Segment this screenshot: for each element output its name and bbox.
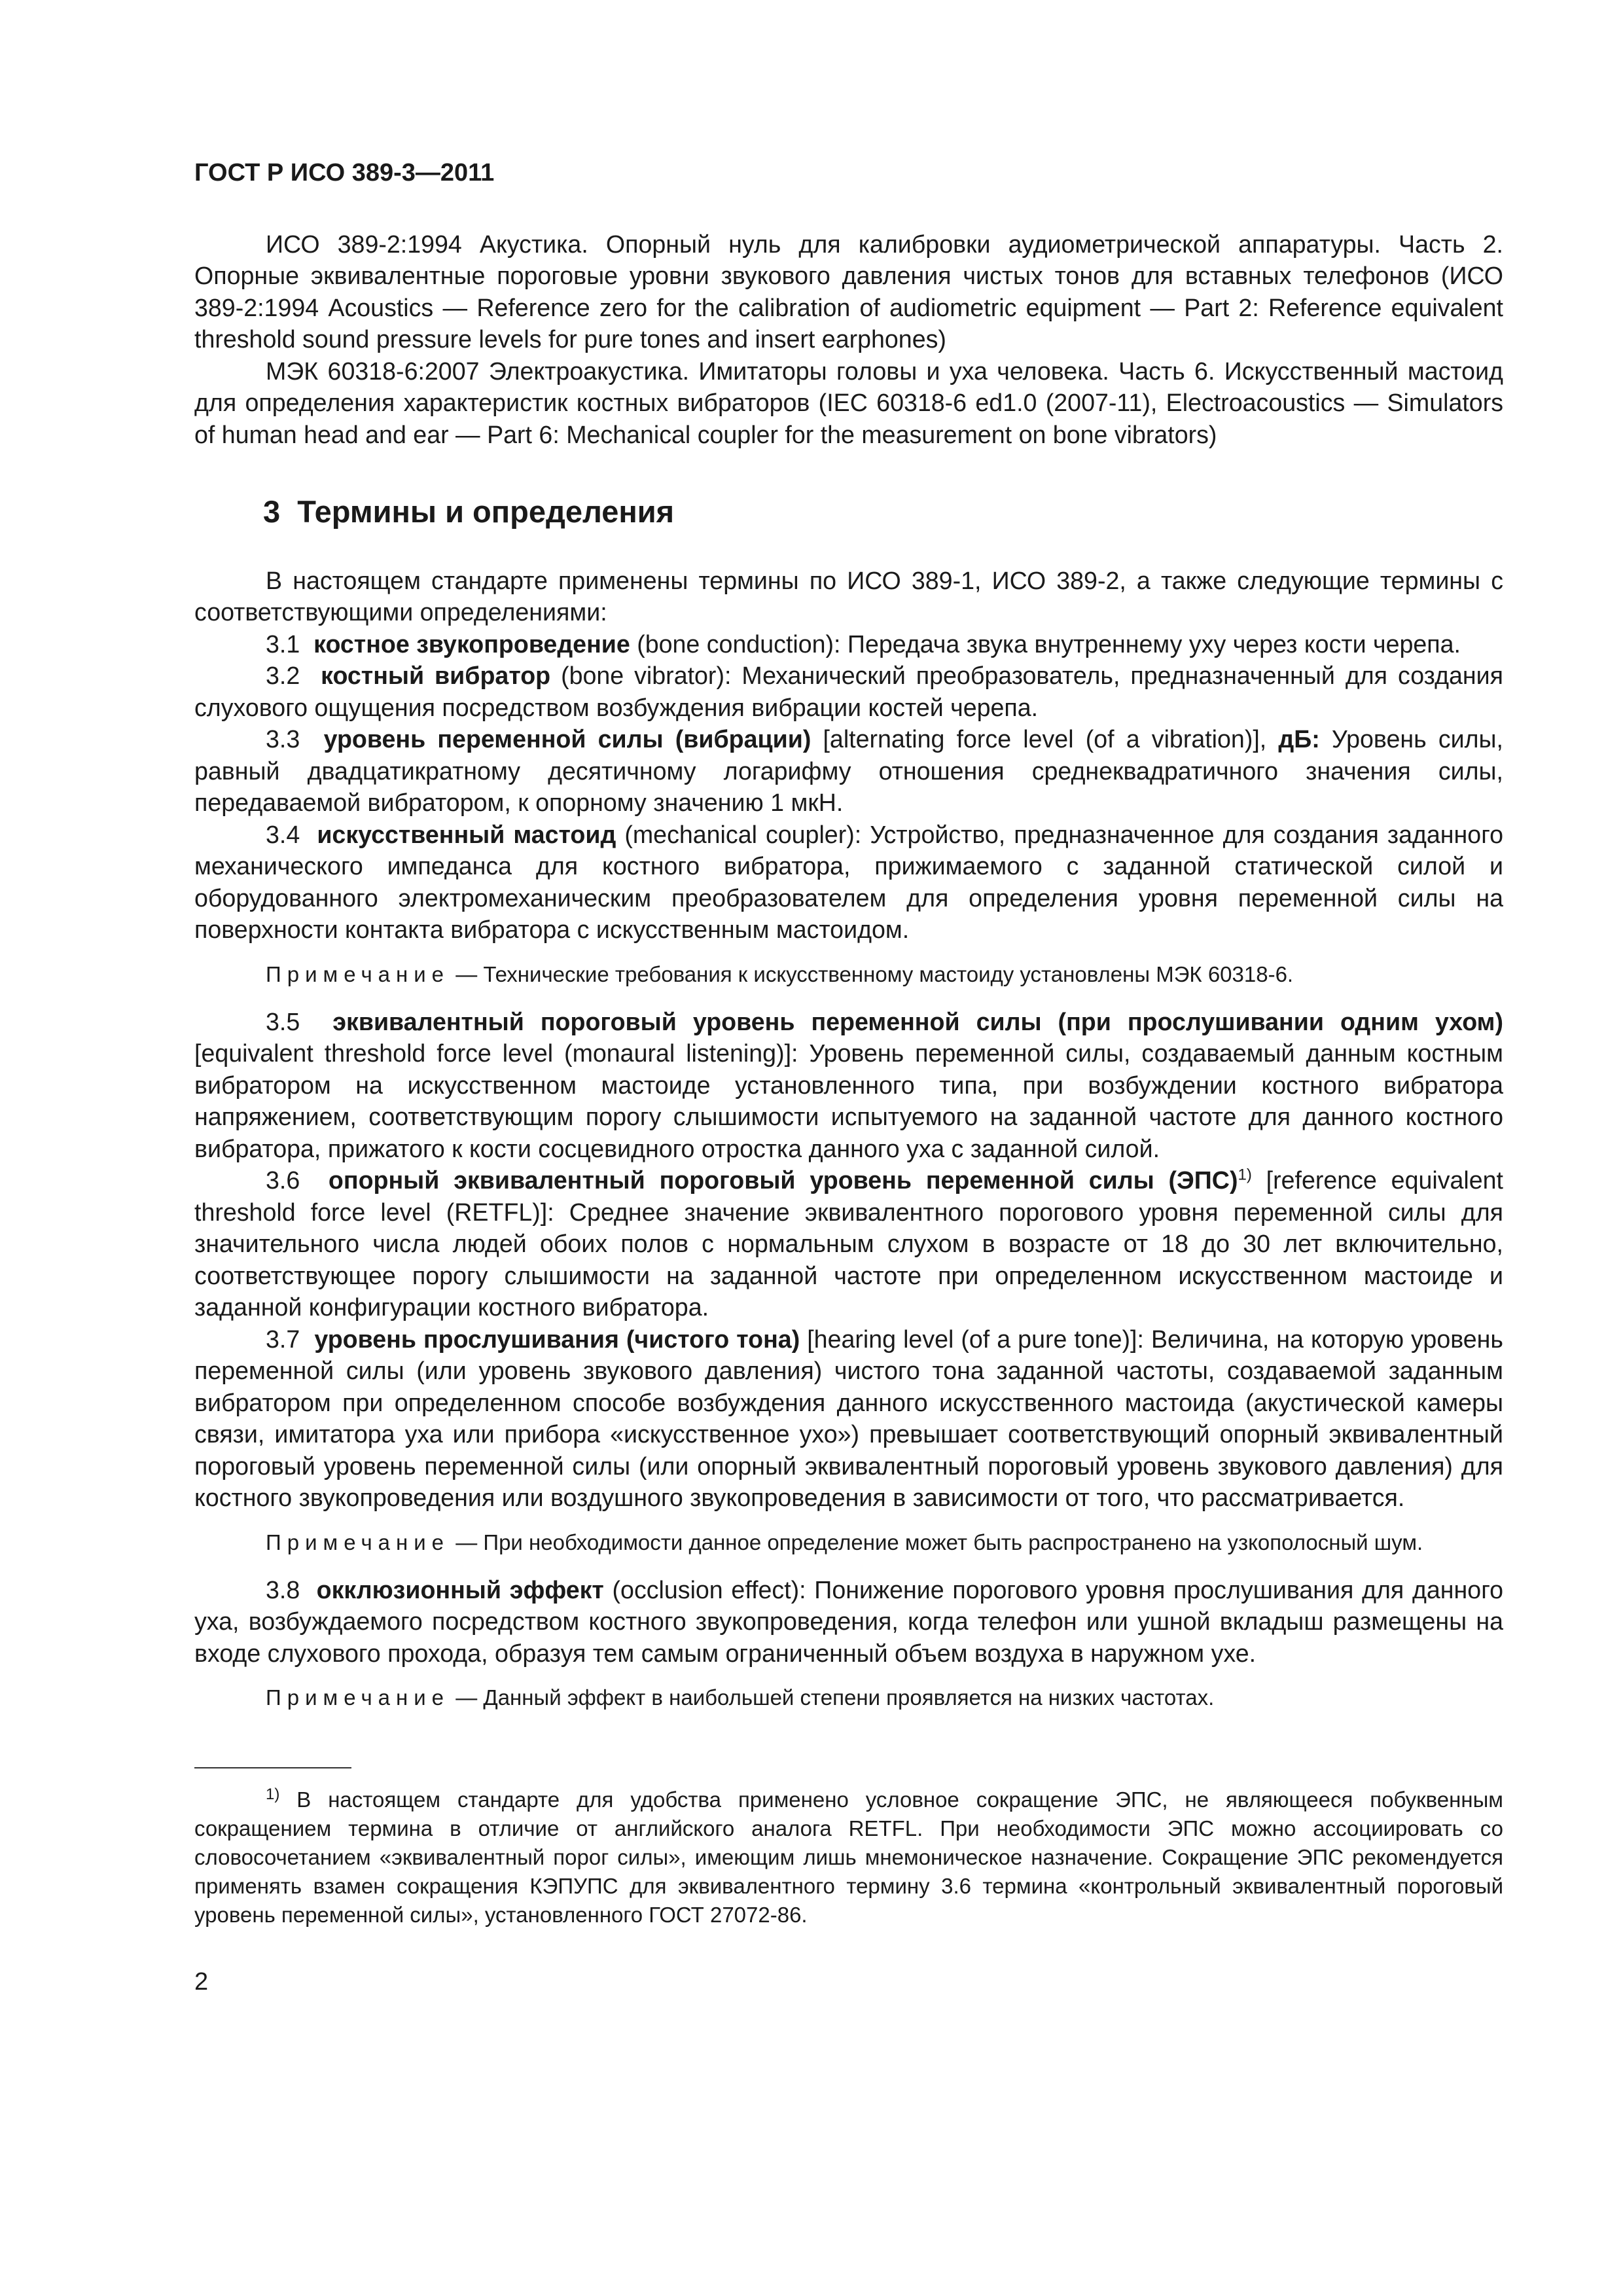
term-definition: (bone conduction): Передача звука внутреннему уху через кости черепа. <box>630 630 1461 658</box>
note-label: Примечание <box>266 961 450 986</box>
footnote-ref: 1) <box>1238 1166 1252 1184</box>
term-unit: дБ: <box>1278 725 1320 753</box>
term-definition: (occlusion effect): Понижение порогового уровня прослушивания для данного уха, возбуждаемого посредством костного звукопроведения, когда телефон или ушной вкладыш размещены на входе слухового прохода, образуя тем самым ограниченный объем воздуха в наружном ухе. <box>194 1575 1503 1667</box>
term-name: уровень прослушивания (чистого тона) <box>314 1325 800 1353</box>
term-name: искусственный мастоид <box>317 820 616 848</box>
term-3-2 <box>194 660 1503 723</box>
term-3-7 <box>194 1323 1503 1514</box>
term-number: 3.7 <box>266 1325 300 1353</box>
term-definition: [reference equivalent threshold force level (RETFL)]: Среднее значение эквивалентного порогового уровня переменной силы для значительного числа людей обоих полов с нормальным слухом в возрасте от 18 до 30 лет включительно, соответствующее порогу слышимости на заданной частоте при определенном искусственном мастоиде и заданной конфигурации костного вибратора. <box>194 1166 1503 1321</box>
term-number: 3.4 <box>266 820 300 848</box>
term-name: уровень переменной силы (вибрации) <box>323 725 812 753</box>
term-3-4 <box>194 819 1503 946</box>
term-number: 3.5 <box>266 1007 300 1035</box>
term-english: [alternating force level (of a vibration)], <box>811 725 1279 753</box>
term-name: костное звукопроведение <box>313 630 630 658</box>
note-text: — Данный эффект в наибольшей степени проявляется на низких частотах. <box>455 1685 1215 1710</box>
term-number: 3.3 <box>266 725 300 753</box>
term-name: костный вибратор <box>321 662 551 689</box>
term-3-1 <box>194 628 1503 660</box>
document-header: ГОСТ Р ИСО 389-3—2011 <box>194 159 495 187</box>
footnote-text: В настоящем стандарте для удобства применено условное сокращение ЭПС, не являющееся побуквенным сокращением термина в отличие от английского аналога RETFL. При необходимости ЭПС можно ассоциировать со словосочетанием «эквивалентный порог силы», имеющим лишь мнемоническое назначение. Сокращение ЭПС рекомендуется применять взамен сокращения КЭПУПС для эквивалентного термину 3.6 термина «контрольный эквивалентный пороговый уровень переменной силы», установленного ГОСТ 27072-86. <box>194 1787 1503 1927</box>
term-name: эквивалентный пороговый уровень переменной силы (при прослушивании одним ухом) <box>332 1007 1503 1035</box>
section-number: 3 <box>263 494 281 529</box>
term-definition: Уровень силы, равный двадцатикратному десятичному логарифму отношения среднеквадратичного значения силы, передаваемой вибратором, к опорному значению 1 мкН. <box>194 725 1503 816</box>
term-3-5 <box>194 1006 1503 1165</box>
section-title-text: Термины и определения <box>297 494 675 529</box>
note-3-8 <box>194 1683 1503 1712</box>
term-number: 3.8 <box>266 1575 300 1604</box>
note-3-7 <box>194 1528 1503 1557</box>
section-intro: В настоящем стандарте применены термины по ИСО 389-1, ИСО 389-2, а также следующие термины с соответствующими определениями: <box>194 566 1503 626</box>
note-text: — Технические требования к искусственному мастоиду установлены МЭК 60318-6. <box>455 961 1294 986</box>
footnote-mark: 1) <box>266 1785 280 1803</box>
term-number: 3.1 <box>266 630 300 658</box>
page-content <box>194 157 1503 1998</box>
footnote <box>194 1785 1503 1929</box>
reference-iec-60318-6: МЭК 60318-6:2007 Электроакустика. Имитаторы головы и уха человека. Часть 6. Искусственный мастоид для определения характеристик костных вибраторов (IEC 60318-6 ed1.0 (2007-11), Electroacoustics — Simulators of human head and ear — Part 6: Mechanical coupler for the measurement on bone vibrators) <box>194 357 1504 448</box>
note-label: Примечание <box>266 1685 450 1710</box>
term-name: опорный эквивалентный пороговый уровень переменной силы (ЭПС) <box>328 1166 1238 1194</box>
section-title <box>263 496 1503 528</box>
term-3-6 <box>194 1164 1503 1323</box>
note-3-4 <box>194 960 1503 989</box>
note-text: — При необходимости данное определение может быть распространено на узкополосный шум. <box>455 1530 1423 1554</box>
term-number: 3.6 <box>266 1166 300 1194</box>
footnote-divider <box>194 1767 351 1768</box>
term-number: 3.2 <box>266 662 300 689</box>
term-definition: (bone vibrator): Механический преобразователь, предназначенный для создания слухового ощущения посредством возбуждения вибрации костей черепа. <box>194 662 1503 721</box>
term-3-8 <box>194 1574 1503 1670</box>
note-label: Примечание <box>266 1530 450 1554</box>
term-name: окклюзионный эффект <box>316 1575 604 1604</box>
term-definition: [hearing level (of a pure tone)]: Величина, на которую уровень переменной силы (или уровень звукового давления) чистого тона заданной частоты, создаваемой заданным вибратором при определенном способе возбуждения данного искусственного мастоида (акустической камеры связи, имитатора уха или прибора «искусственное ухо») превышает соответствующий опорный эквивалентный пороговый уровень переменной силы (или опорный эквивалентный пороговый уровень звукового давления) для костного звукопроведения или воздушного звукопроведения в зависимости от того, что рассматривается. <box>194 1325 1503 1511</box>
reference-iso-389-2: ИСО 389-2:1994 Акустика. Опорный нуль для калибровки аудиометрической аппаратуры. Часть 2. Опорные эквивалентные пороговые уровни звукового давления чистых тонов для вставных телефонов (ИСО 389-2:1994 Acoustics — Reference zero for the calibration of audiometric equipment — Part 2: Reference equivalent threshold sound pressure levels for pure tones and insert earphones) <box>194 230 1503 353</box>
term-definition: (mechanical coupler): Устройство, предназначенное для создания заданного механического импеданса для костного вибратора, прижимаемого с заданной статической силой и оборудованного электромеханическим преобразователем для определения уровня переменной силы на поверхности контакта вибратора с искусственным мастоидом. <box>194 820 1503 943</box>
term-definition: [equivalent threshold force level (monaural listening)]: Уровень переменной силы, создаваемый данным костным вибратором на искусственном мастоиде установленного типа, при возбуждении костного вибратора напряжением, соответствующим порогу слышимости испытуемого на заданной частоте для данного костного вибратора, прижатого к кости сосцевидного отростка данного уха с заданной силой. <box>194 1039 1503 1162</box>
page-number: 2 <box>194 1968 209 1996</box>
term-3-3 <box>194 723 1503 819</box>
